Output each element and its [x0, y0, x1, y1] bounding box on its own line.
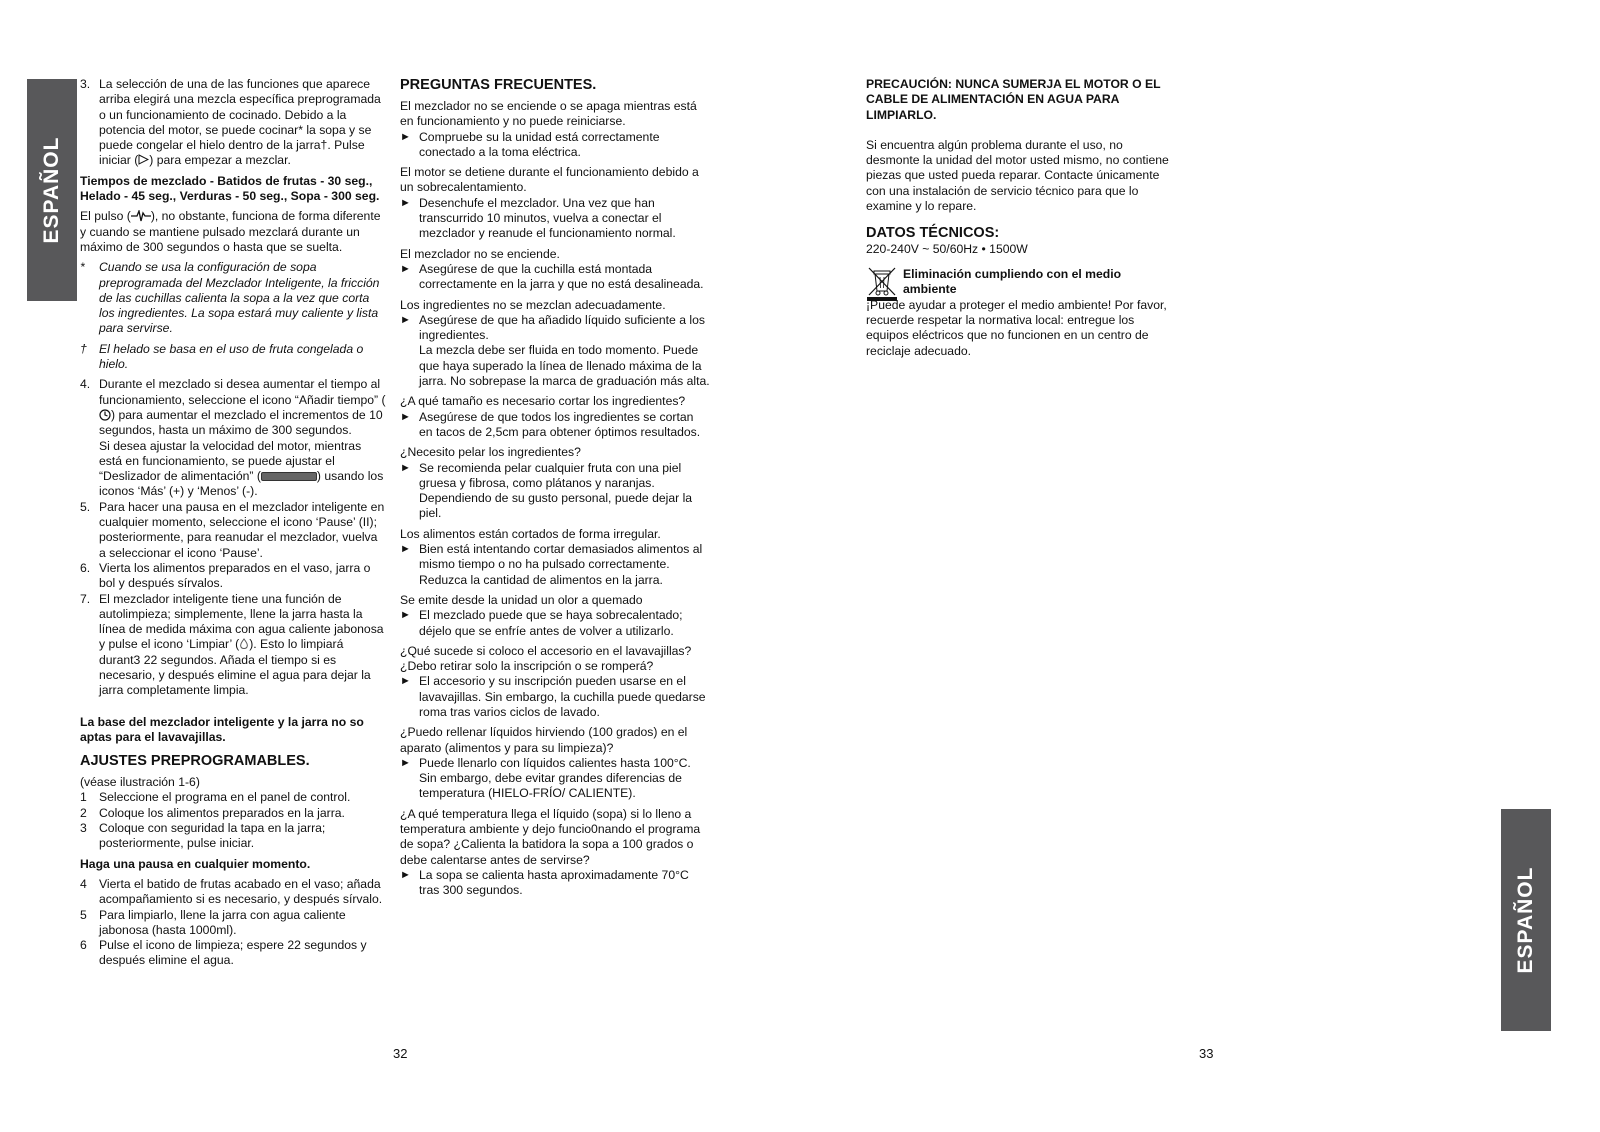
page-number-left: 32	[393, 1046, 408, 1061]
illustration-note: (véase ilustración 1-6)	[80, 775, 200, 790]
language-tab-right	[1501, 809, 1551, 1031]
list-item: 4. Durante el mezclado si desea aumentar el tiempo al funcionamiento, seleccione el icono “Añadir tiempo” () para aumentar el mezclado el incrementos de 10 segundos, hasta un máximo de 300 segundos. Si desea ajustar la velocidad del motor, mientras está en funcionamiento, se puede ajustar el “Deslizador de alimentación” ( ) usando los iconos ‘Más’ (+) y ‘Menos’ (-).	[80, 377, 386, 499]
pulse-icon	[131, 210, 151, 222]
faq-item	[400, 445, 710, 521]
dishwasher-warning: La base del mezclador inteligente y la jarra no so aptas para el lavavajillas.	[80, 714, 364, 744]
faq-item	[400, 807, 710, 899]
service-text: Si encuentra algún problema durante el uso, no desmonte la unidad del motor usted mismo, no contiene piezas que usted pueda reparar. Contacte únicamente con una instalación de servicio técnico para que lo examine y lo repare.	[866, 137, 1169, 214]
faq-question: Los ingredientes no se mezclan adecuadamente.	[400, 297, 666, 312]
environment-title: Eliminación cumpliendo con el medio ambiente	[903, 266, 1122, 296]
column-middle	[400, 77, 710, 904]
arrow-icon: ►	[400, 868, 411, 881]
step-item: 6 Pulse el icono de limpieza; espere 22 segundos y después elimine el agua.	[80, 938, 367, 968]
faq-item	[400, 394, 710, 440]
faq-question: ¿Puedo rellenar líquidos hirviendo (100 grados) en el aparato (alimentos y para su limpieza)?	[400, 725, 688, 755]
faq-item	[400, 247, 710, 293]
environment-text: ¡Puede ayudar a proteger el medio ambiente! Por favor, recuerde respetar la normativa local: entregue los equipos eléctricos que no funcionen en un centro de reciclaje adecuado.	[866, 297, 1167, 358]
faq-answer: La mezcla debe ser fluida en todo momento. Puede que haya superado la línea de llenado máxima de la jarra. No sobrepase la marca de graduación más alta.	[400, 343, 710, 389]
faq-answer: ► Desenchufe el mezclador. Una vez que han transcurrido 10 minutos, vuelva a conectar el mezclador y reanude el funcionamiento normal.	[400, 195, 676, 241]
pulse-paragraph: El pulso ( ), no obstante, funciona de forma diferente y cuando se mantiene pulsado mezclará durante un máximo de 300 segundos o hasta que se suelta.	[80, 209, 381, 254]
arrow-icon: ►	[400, 756, 411, 769]
faq-question: Los alimentos están cortados de forma irregular.	[400, 526, 661, 541]
step-item: 1 Seleccione el programa en el panel de control.	[80, 790, 351, 805]
section-heading: AJUSTES PREPROGRAMABLES.	[80, 753, 310, 770]
faq-answer: ► Se recomienda pelar cualquier fruta con una piel gruesa y fibrosa, como plátanos y naranjas. Dependiendo de su gusto personal, puede dejar la piel.	[400, 460, 693, 521]
arrow-icon: ►	[400, 196, 411, 209]
footnote-ice: † El helado se basa en el uso de fruta congelada o hielo.	[80, 341, 364, 372]
list-item: 7. El mezclador inteligente tiene una función de autolimpieza; simplemente, llene la jarra hasta la línea de medida máxima con agua caliente jabonosa y pulse el icono ‘Limpiar’ ( ). Esto lo limpiará durant3 22 segundos. Añada el tiempo si es necesario, y después elimine el agua para dejar la jarra completamente limpia.	[80, 591, 384, 698]
language-tab-left	[27, 79, 77, 301]
list-item: 5. Para hacer una pausa en el mezclador inteligente en cualquier momento, seleccione el icono ‘Pause’ (II); posteriormente, para reanudar el mezclador, vuelva a seleccionar el icono ‘Pause’.	[80, 499, 385, 560]
faq-answer: ► Bien está intentando cortar demasiados alimentos al mismo tiempo o no ha pulsado correctamente. Reduzca la cantidad de alimentos en la jarra.	[400, 542, 703, 587]
section-heading: PREGUNTAS FRECUENTES.	[400, 77, 597, 93]
faq-item	[400, 165, 710, 241]
list-item: 3. La selección de una de las funciones que aparece arriba elegirá una mezcla específica preprogramada o un funcionamiento de cocinado. Debido a la potencia del motor, se puede cocinar* la sopa y se puede congelar el hielo dentro de la jarra†. Pulse iniciar ( ) para empezar a mezclar.	[80, 77, 381, 168]
arrow-icon: ►	[400, 543, 411, 556]
arrow-icon	[400, 343, 419, 389]
faq-question: El mezclador no se enciende o se apaga mientras está en funcionamiento y no puede reiniciarse.	[400, 99, 697, 129]
environment-block	[866, 265, 1172, 301]
faq-answer: ► Asegúrese de que todos los ingredientes se cortan en tacos de 2,5cm para obtener óptimos resultados.	[400, 409, 701, 439]
arrow-icon: ►	[400, 461, 411, 474]
blend-times: Tiempos de mezclado - Batidos de frutas - 30 seg., Helado - 45 seg., Verduras - 50 seg., Sopa - 300 seg.	[80, 173, 380, 204]
arrow-icon: ►	[400, 609, 411, 622]
caution-text: PRECAUCIÓN: NUNCA SUMERJA EL MOTOR O EL CABLE DE ALIMENTACIÓN EN AGUA PARA LIMPIARLO.	[866, 77, 1161, 122]
section-heading: DATOS TÉCNICOS:	[866, 225, 1000, 242]
page-number-right: 33	[1199, 1046, 1214, 1061]
faq-item	[400, 527, 710, 588]
arrow-icon: ►	[400, 262, 411, 275]
faq-question: ¿A qué temperatura llega el líquido (sopa) si lo lleno a temperatura ambiente y dejo funcio0nando el programa de sopa? ¿Calienta la batidora la sopa a 100 grados o debe calentarse antes de servirse?	[400, 806, 701, 867]
faq-question: ¿Qué sucede si coloco el accesorio en el lavavajillas? ¿Debo retirar solo la inscripción o se romperá?	[400, 643, 692, 674]
steps-list	[80, 877, 386, 969]
tech-specs: 220-240V ~ 50/60Hz • 1500W	[866, 242, 1028, 257]
faq-question: El mezclador no se enciende.	[400, 246, 560, 261]
step-item: 3 Coloque con seguridad la tapa en la jarra; posteriormente, pulse iniciar.	[80, 821, 326, 851]
faq-question: ¿Necesito pelar los ingredientes?	[400, 445, 581, 460]
faq-answer: ► Puede llenarlo con líquidos calientes hasta 100°C. Sin embargo, debe evitar grandes diferencias de temperatura (HIELO-FRÍO/ CALIENTE).	[400, 755, 691, 801]
faq-list	[400, 99, 710, 899]
faq-answer: ► Compruebe su la unidad está correctamente conectado a la toma eléctrica.	[400, 129, 660, 159]
step-item: 2 Coloque los alimentos preparados en la jarra.	[80, 805, 345, 820]
clean-icon	[239, 638, 249, 650]
step-item: 4 Vierta el batido de frutas acabado en el vaso; añada acompañamiento si es necesario, y después sírvalo.	[80, 876, 383, 907]
steps-list	[80, 790, 386, 851]
footnote-soup: * Cuando se usa la configuración de sopa preprogramada del Mezclador Inteligente, la fricción de las cuchillas calienta la sopa a la vez que corta los ingredientes. La sopa estará muy caliente y lista para servirse.	[80, 260, 380, 336]
faq-question: ¿A qué tamaño es necesario cortar los ingredientes?	[400, 394, 686, 409]
play-icon	[138, 154, 149, 165]
pause-note: Haga una pausa en cualquier momento.	[80, 856, 311, 871]
faq-item	[400, 644, 710, 720]
language-tab-label: ESPAÑOL	[1514, 866, 1537, 974]
faq-item	[400, 725, 710, 801]
faq-answer: ► El mezclado puede que se haya sobrecalentado; déjelo que se enfríe antes de volver a utilizarlo.	[400, 608, 683, 638]
arrow-icon: ►	[400, 410, 411, 423]
list-item: 6. Vierta los alimentos preparados en el vaso, jarra o bol y después sírvalos.	[80, 560, 371, 591]
arrow-icon: ►	[400, 675, 411, 688]
faq-answer: ► Asegúrese de que la cuchilla está montada correctamente en la jarra y que no está desalineada.	[400, 261, 704, 292]
faq-question: El motor se detiene durante el funcionamiento debido a un sobrecalentamiento.	[400, 165, 699, 195]
faq-answer: ► El accesorio y su inscripción pueden usarse en el lavavajillas. Sin embargo, la cuchilla puede quedarse roma tras varios ciclos de lavado.	[400, 674, 706, 719]
faq-answer: ► Asegúrese de que ha añadido líquido suficiente a los ingredientes.	[400, 312, 705, 343]
arrow-icon: ►	[400, 130, 411, 143]
faq-item	[400, 593, 710, 639]
language-tab-label: ESPAÑOL	[40, 136, 63, 244]
faq-question: Se emite desde la unidad un olor a quemado	[400, 592, 643, 607]
clock-icon	[99, 409, 111, 421]
faq-item	[400, 298, 710, 390]
column-right	[866, 77, 1172, 364]
power-slider-icon	[261, 472, 317, 481]
arrow-icon: ►	[400, 313, 411, 326]
column-left	[80, 77, 386, 969]
step-item: 5 Para limpiarlo, llene la jarra con agua caliente jabonosa (hasta 1000ml).	[80, 907, 346, 937]
faq-answer: ► La sopa se calienta hasta aproximadamente 70°C tras 300 segundos.	[400, 867, 689, 898]
weee-bin-icon	[866, 265, 900, 301]
faq-item	[400, 99, 710, 160]
